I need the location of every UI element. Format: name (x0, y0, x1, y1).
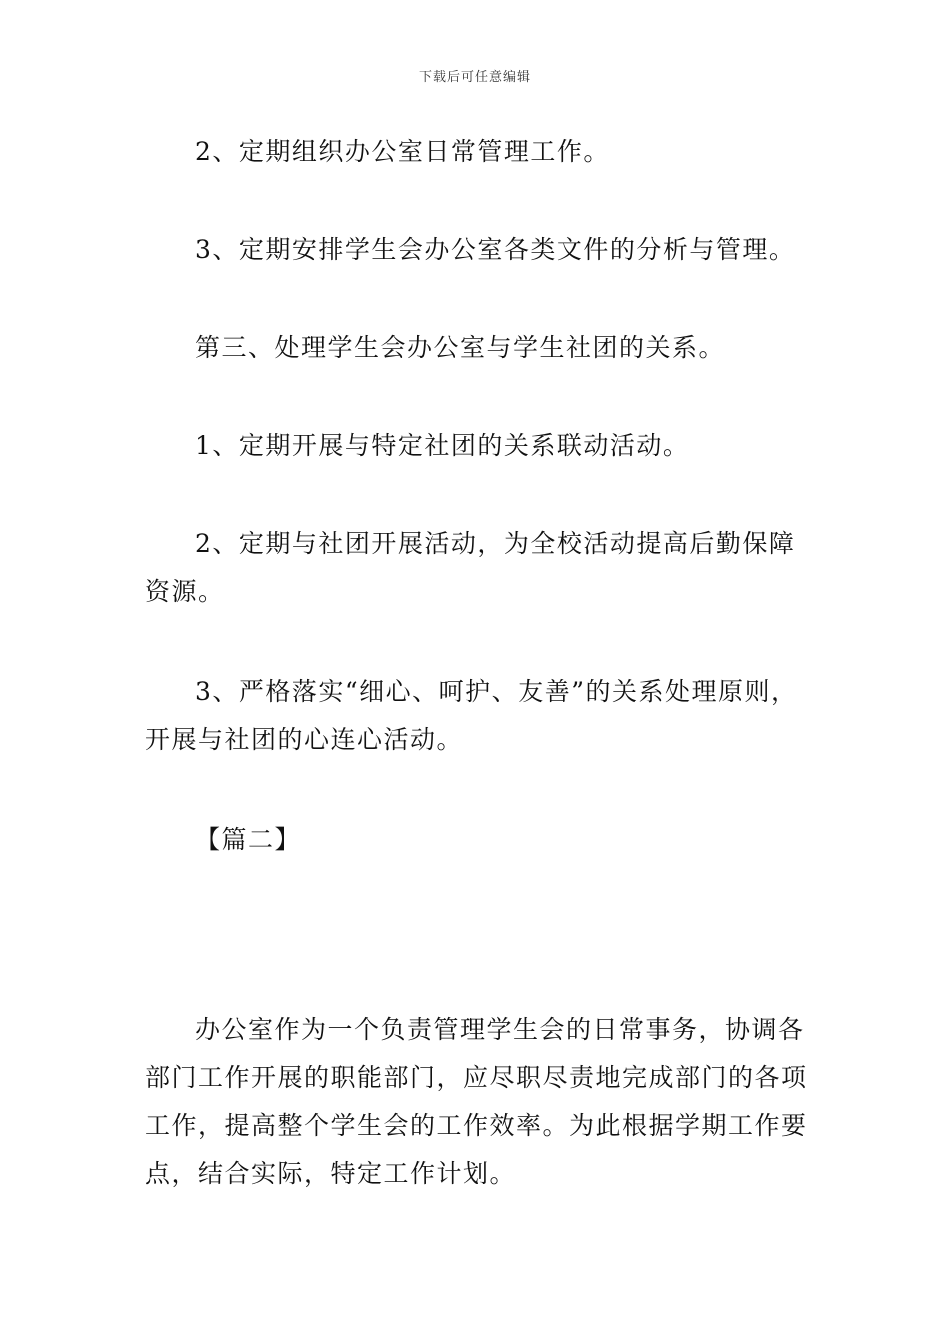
paragraph-item-3: 3、定期安排学生会办公室各类文件的分析与管理。 (195, 235, 796, 264)
section-heading-third: 第三、处理学生会办公室与学生社团的关系。 (195, 333, 726, 362)
document-body (145, 128, 810, 1198)
paragraph-item-2: 2、定期组织办公室日常管理工作。 (195, 137, 610, 166)
page-header: 下载后可任意编辑 (418, 70, 531, 85)
paragraph-intro: 办公室作为一个负责管理学生会的日常事务，协调各部门工作开展的职能部门，应尽职尽责地完成部门的各项工作，提高整个学生会的工作效率。为此根据学期工作要点，结合实际，特定工作计划。 (145, 1015, 808, 1188)
paragraph-club-1: 1、定期开展与特定社团的关系联动活动。 (195, 431, 690, 460)
section-title-part-two: 【篇二】 (195, 825, 302, 854)
paragraph-club-3: 3、严格落实“细心、呵护、友善”的关系处理原则，开展与社团的心连心活动。 (145, 677, 798, 754)
paragraph-club-2: 2、定期与社团开展活动，为全校活动提高后勤保障资源。 (145, 529, 796, 606)
